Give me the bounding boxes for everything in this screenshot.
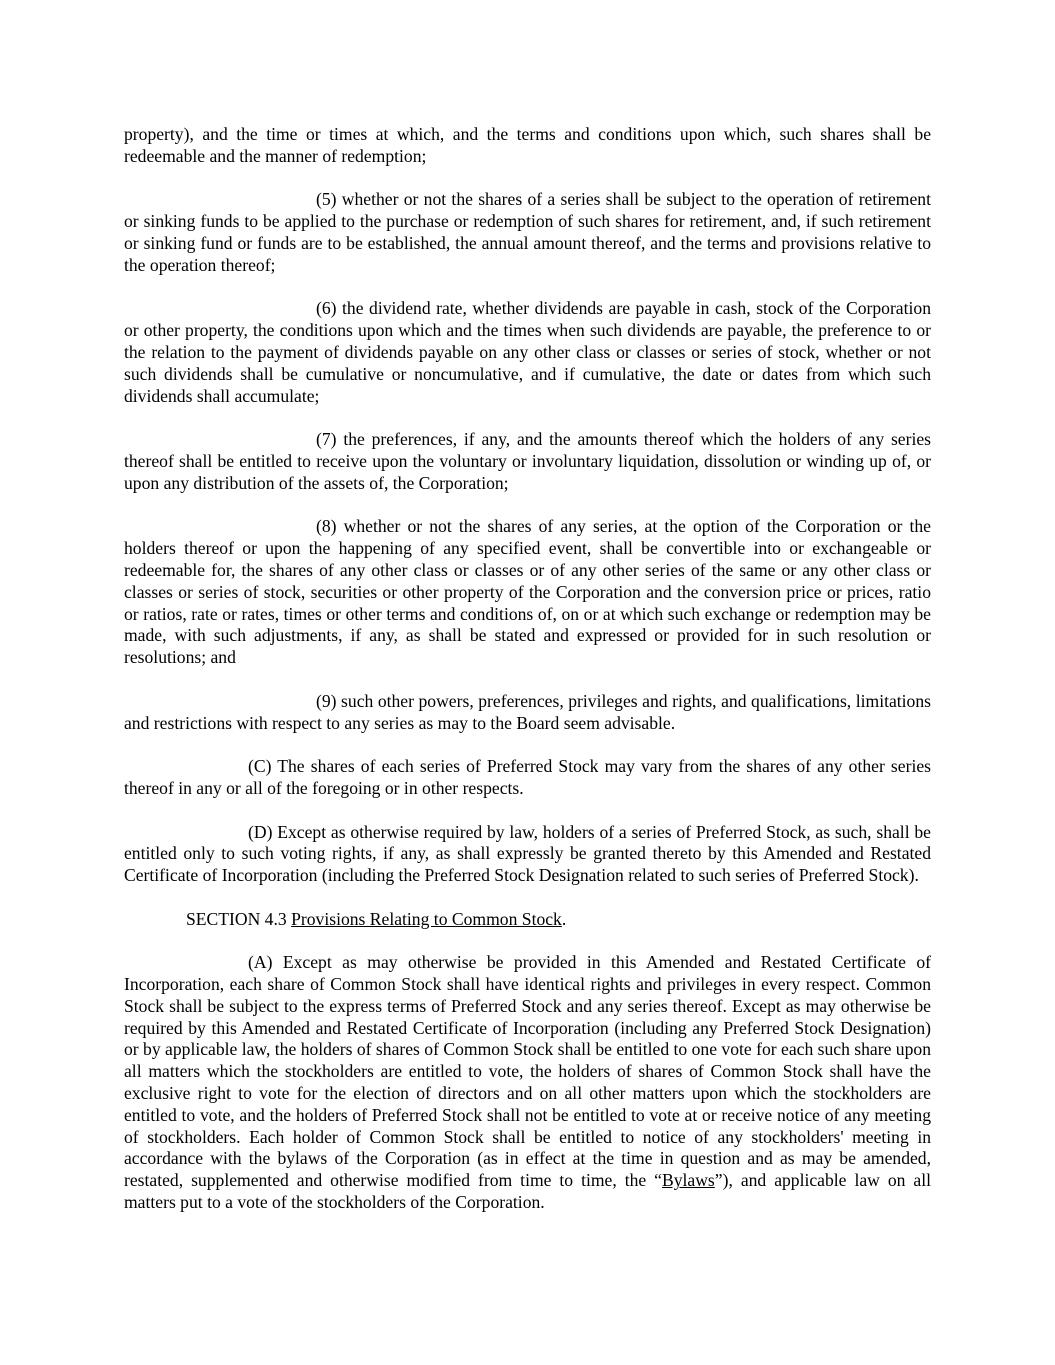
section-title-period: . [561,908,567,929]
paragraph-9: (9) such other powers, preferences, privileges and rights, and qualifications, limitations and restrictions with respect to any series as may to the Board seem advisable. [124,690,931,733]
paragraph-c: (C) The shares of each series of Preferred Stock may vary from the shares of any other series thereof in any or all of the foregoing or in other respects. [124,756,931,798]
paragraph-6: (6) the dividend rate, whether dividends are payable in cash, stock of the Corporation or other property, the conditions upon which and the times when such dividends are payable, the preference to or the relation to the payment of dividends payable on any other class or classes or series of stock, whether or not such dividends shall be cumulative or noncumulative, and if cumulative, the date or dates from which such dividends shall accumulate; [124,298,931,406]
section-title: Provisions Relating to Common Stock [291,908,562,929]
document-page [124,124,931,1236]
defined-term-bylaws: Bylaws [662,1170,715,1191]
paragraph-a-text-end: ”), and applicable law on all matters put to a vote of the stockholders of the Corporation. [124,1170,931,1213]
section-heading [124,909,931,931]
paragraph-7: (7) the preferences, if any, and the amounts thereof which the holders of any series thereof shall be entitled to receive upon the voluntary or involuntary liquidation, dissolution or winding up of, or upon any distribution of the assets of, the Corporation; [124,429,931,493]
paragraph-d: (D) Except as otherwise required by law, holders of a series of Preferred Stock, as such, shall be entitled only to such voting rights, if any, as shall expressly be granted thereto by this Amended and Restated Certificate of Incorporation (including the Preferred Stock Designation related to such series of Preferred Stock). [124,821,931,886]
section-number: SECTION 4.3 [186,908,287,929]
paragraph-a [124,952,931,1214]
paragraph-a-text: (A) Except as may otherwise be provided in this Amended and Restated Certificate of Incorporation, each share of Common Stock shall have identical rights and privileges in every respect. Common Stock shall be subject to the express terms of Preferred Stock and any series thereof. Except as may otherwise be required by this Amended and Restated Certificate of Incorporation (including any Preferred Stock Designation) or by applicable law, the holders of shares of Common Stock shall be entitled to one vote for each such share upon all matters which the stockholders are entitled to vote, the holders of shares of Common Stock shall have the exclusive right to vote for the election of directors and on all other matters upon which the stockholders are entitled to vote, and the holders of Preferred Stock shall not be entitled to vote at or receive notice of any meeting of stockholders. Each holder of Common Stock shall be entitled to notice of any stockholders' meeting in accordance with the bylaws of the Corporation (as in effect at the time in question and as may be amended, restated, supplemented and otherwise modified from time to time, the “ [124,952,931,1191]
paragraph-5: (5) whether or not the shares of a series shall be subject to the operation of retirement or sinking funds to be applied to the purchase or redemption of such shares for retirement, and, if such retirement or sinking fund or funds are to be established, the annual amount thereof, and the terms and provisions relative to the operation thereof; [124,189,931,275]
paragraph-8: (8) whether or not the shares of any series, at the option of the Corporation or the holders thereof or upon the happening of any specified event, shall be convertible into or exchangeable or redeemable for, the shares of any other class or classes or of any other series of the same or any other class or classes or series of stock, securities or other property of the Corporation and the conversion price or prices, ratio or ratios, rate or rates, times or other terms and conditions of, on or at which such exchange or redemption may be made, with such adjustments, if any, as shall be stated and expressed or provided for in such resolution or resolutions; and [124,516,931,668]
paragraph-continuation: property), and the time or times at which, and the terms and conditions upon which, such shares shall be redeemable and the manner of redemption; [124,124,931,166]
